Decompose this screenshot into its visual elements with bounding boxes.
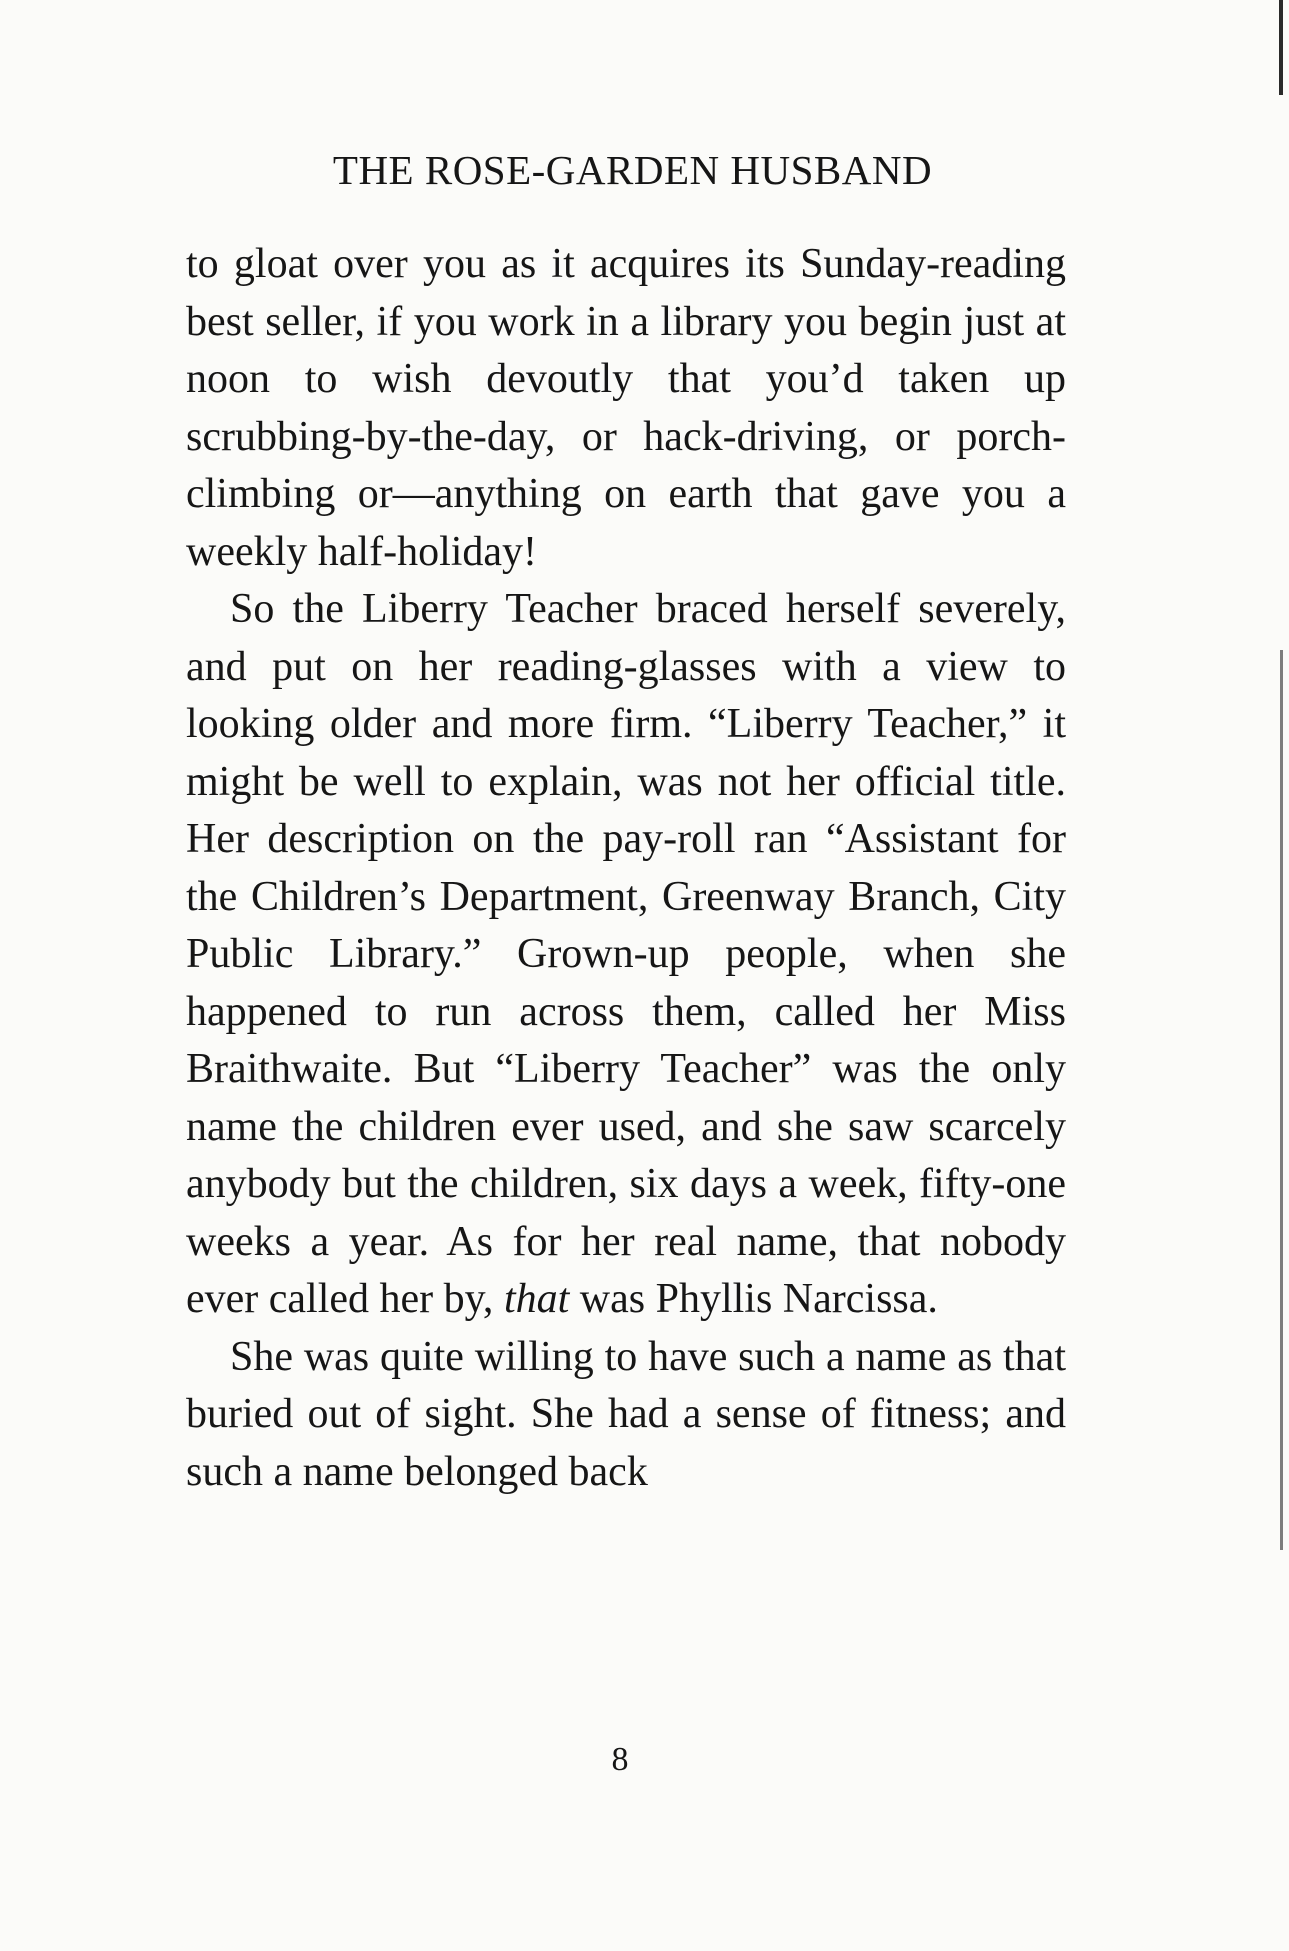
paragraph-text: She was quite willing to have such a name as that buried out of sight. She had a sense of fitness; and such a name belonged back — [186, 1333, 1066, 1495]
paragraph-text: to gloat over you as it acquires its Sunday-reading best seller, if you work in a library you begin just at noon to wish devoutly that you’d taken up scrubbing-by-the-day, or hack-driving, or porch-climbing or—anything on earth that gave you a weekly half-holiday! — [186, 241, 1066, 575]
scan-edge-mark — [1280, 650, 1283, 1550]
emphasis-text: that — [503, 1276, 570, 1322]
paragraph — [186, 1329, 1066, 1502]
paragraph-text: was Phyllis Narcissa. — [569, 1276, 938, 1322]
page-number: 8 — [611, 1741, 629, 1778]
paragraph — [186, 581, 1066, 1329]
scan-edge-mark — [1279, 0, 1283, 95]
paragraph-text: So the Liberry Teacher braced herself severely, and put on her reading-glasses with a view to looking older and more firm. “Liberry Teacher,” it might be well to explain, was not her official title. Her description on the pay-roll ran “Assistant for the Children’s Department, Greenway Branch, City Public Library.” Grown-up people, when she happened to run across them, called her Miss Braithwaite. But “Liberry Teacher” was the only name the children ever used, and she saw scarcely anybody but the children, six days a week, fifty-one weeks a year. As for her real name, that nobody ever called her by, — [186, 586, 1066, 1322]
body-text — [186, 236, 1066, 1501]
paragraph — [186, 236, 1066, 581]
running-head: THE ROSE-GARDEN HUSBAND — [332, 147, 933, 193]
